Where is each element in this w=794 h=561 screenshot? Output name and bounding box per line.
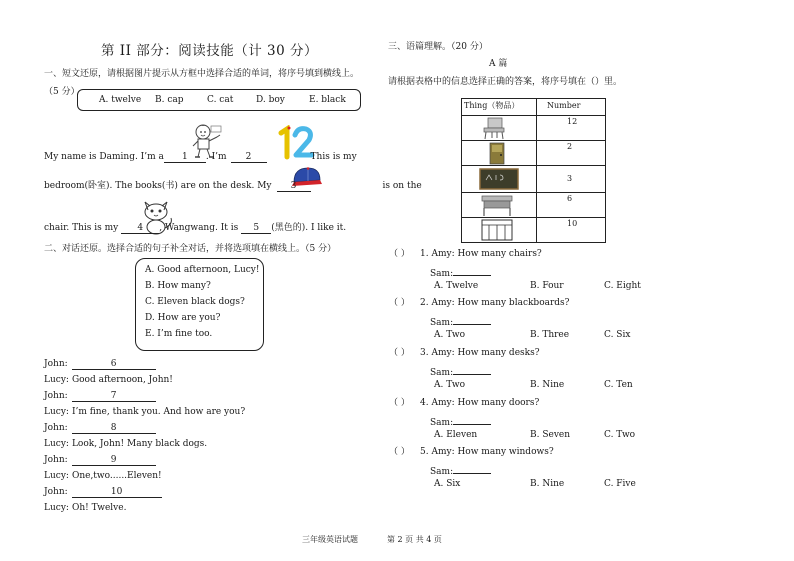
word-option-box [77, 89, 361, 111]
sam-label: Sam: [430, 269, 454, 279]
passage-line-2: bedroom(卧室). The books(书) are on the desk. My 3 is on the [44, 181, 422, 191]
question-text: 2. Amy: How many blackboards? [420, 298, 570, 308]
answer-option: B. Four [530, 281, 564, 291]
table-cell-number: 2 [537, 141, 606, 166]
section3-heading: 三、语篇理解。（20 分） [388, 42, 488, 52]
answer-blank-2[interactable]: 2 [231, 152, 267, 163]
dialogue-line [44, 471, 162, 482]
speaker-label: Lucy: [44, 471, 69, 481]
table-header-number: Number [537, 99, 606, 116]
sam-line [430, 414, 491, 429]
answer-blank-3[interactable]: 3 [277, 181, 311, 192]
dialogue-line [44, 455, 156, 466]
table-cell-thing [462, 166, 537, 193]
answer-blank-7[interactable]: 7 [72, 391, 156, 402]
speaker-label: Lucy: [44, 375, 69, 385]
passage-line-1: My name is Daming. I’m a 1 . I’m 2 This is my [44, 152, 357, 162]
answer-paren[interactable]: （ ） [389, 249, 410, 259]
table-cell-thing [462, 218, 537, 243]
speaker-label: John: [44, 359, 68, 369]
section1-score: （5 分） [44, 87, 80, 97]
dialogue-option: E. I’m fine too. [145, 329, 213, 339]
speaker-label: John: [44, 455, 68, 465]
answer-blank-9[interactable]: 9 [72, 455, 156, 466]
answer-paren[interactable]: （ ） [389, 398, 410, 408]
sam-line [430, 364, 491, 379]
sam-label: Sam: [430, 467, 454, 477]
dialogue-line [44, 503, 126, 514]
dialogue-text: Look, John! Many black dogs. [71, 439, 208, 449]
answer-paren[interactable]: （ ） [389, 348, 410, 358]
table-cell-number: 6 [537, 193, 606, 218]
sam-answer-blank[interactable] [453, 463, 491, 474]
section1-heading: 一、短文还原，请根据图片提示从方框中选择合适的单词，将序号填到横线上。 [44, 69, 360, 79]
answer-option: B. Nine [530, 380, 565, 390]
dialogue-line [44, 423, 156, 434]
chair-icon [462, 116, 534, 140]
answer-blank-10[interactable]: 10 [72, 487, 162, 498]
question-text: 1. Amy: How many chairs? [420, 249, 542, 259]
answer-option: C. Six [604, 330, 631, 340]
things-table [461, 98, 606, 243]
table-cell-thing [462, 116, 537, 141]
word-option: D. boy [256, 95, 285, 105]
footer-page-number: 第 2 页 共 4 页 [387, 535, 442, 544]
answer-blank-8[interactable]: 8 [72, 423, 156, 434]
dialogue-text: I’m fine, thank you. And how are you? [71, 407, 246, 417]
answer-option: A. Two [434, 330, 466, 340]
answer-option: C. Five [604, 479, 636, 489]
table-header-thing: Thing（物品） [462, 99, 537, 116]
dialogue-line [44, 487, 162, 498]
answer-option: A. Eleven [434, 430, 478, 440]
sam-label: Sam: [430, 418, 454, 428]
dialogue-line [44, 439, 207, 450]
section3-instruction: 请根据表格中的信息选择正确的答案，将序号填在（）里。 [388, 77, 623, 87]
window-icon [462, 218, 534, 242]
sam-label: Sam: [430, 318, 454, 328]
sam-label: Sam: [430, 368, 454, 378]
dialogue-option: D. How are you? [145, 313, 221, 323]
answer-blank-5[interactable]: 5 [241, 223, 271, 234]
table-cell-thing [462, 141, 537, 166]
question-text: 5. Amy: How many windows? [420, 447, 554, 457]
sam-answer-blank[interactable] [453, 414, 491, 425]
question-text: 3. Amy: How many desks? [420, 348, 540, 358]
dialogue-option: A. Good afternoon, Lucy! [145, 265, 260, 275]
table-cell-thing [462, 193, 537, 218]
section3-subheading: A 篇 [489, 59, 508, 69]
answer-blank-4[interactable]: 4 [121, 223, 159, 234]
speaker-label: John: [44, 487, 68, 497]
dialogue-line [44, 359, 156, 370]
door-icon [462, 141, 534, 165]
answer-paren[interactable]: （ ） [389, 298, 410, 308]
dialogue-option-box [135, 258, 264, 351]
answer-option: B. Seven [530, 430, 571, 440]
speaker-label: Lucy: [44, 503, 69, 513]
answer-option: B. Three [530, 330, 570, 340]
dialogue-text: One,two......Eleven! [71, 471, 162, 481]
answer-blank-1[interactable]: 1 [164, 152, 206, 163]
answer-option: A. Twelve [434, 281, 479, 291]
question-text: 4. Amy: How many doors? [420, 398, 540, 408]
sam-line [430, 463, 491, 478]
word-option: A. twelve [99, 95, 142, 105]
answer-blank-6[interactable]: 6 [72, 359, 156, 370]
answer-option: A. Two [434, 380, 466, 390]
dialogue-line [44, 375, 173, 386]
part-title: 第 II 部分：阅读技能（计 30 分） [101, 43, 319, 59]
dialogue-line [44, 407, 245, 418]
sam-answer-blank[interactable] [453, 364, 491, 375]
footer-subject: 三年级英语试题 [302, 535, 358, 544]
dialogue-line [44, 391, 156, 402]
sam-line [430, 265, 491, 280]
answer-option: A. Six [434, 479, 461, 489]
answer-option: C. Ten [604, 380, 633, 390]
table-cell-number: 10 [537, 218, 606, 243]
sam-answer-blank[interactable] [453, 265, 491, 276]
dialogue-option: B. How many? [145, 281, 211, 291]
table-cell-number: 3 [537, 166, 606, 193]
word-option: C. cat [207, 95, 234, 105]
speaker-label: Lucy: [44, 407, 69, 417]
passage-line-3: chair. This is my 4 , Wangwang. It is 5 (黑色的). I like it. [44, 223, 347, 233]
dialogue-option: C. Eleven black dogs? [145, 297, 245, 307]
answer-option: C. Eight [604, 281, 641, 291]
word-option: B. cap [155, 95, 184, 105]
section2-heading: 二、对话还原。选择合适的句子补全对话，并将选项填在横线上。（5 分） [44, 244, 337, 254]
answer-option: B. Nine [530, 479, 565, 489]
sam-line [430, 314, 491, 329]
speaker-label: Lucy: [44, 439, 69, 449]
answer-option: C. Two [604, 430, 636, 440]
speaker-label: John: [44, 391, 68, 401]
desk-icon [462, 193, 534, 217]
speaker-label: John: [44, 423, 68, 433]
answer-paren[interactable]: （ ） [389, 447, 410, 457]
table-cell-number: 12 [537, 116, 606, 141]
word-option: E. black [309, 95, 346, 105]
blackboard-icon [462, 166, 534, 192]
sam-answer-blank[interactable] [453, 314, 491, 325]
dialogue-text: Oh! Twelve. [71, 503, 127, 513]
dialogue-text: Good afternoon, John! [71, 375, 173, 385]
